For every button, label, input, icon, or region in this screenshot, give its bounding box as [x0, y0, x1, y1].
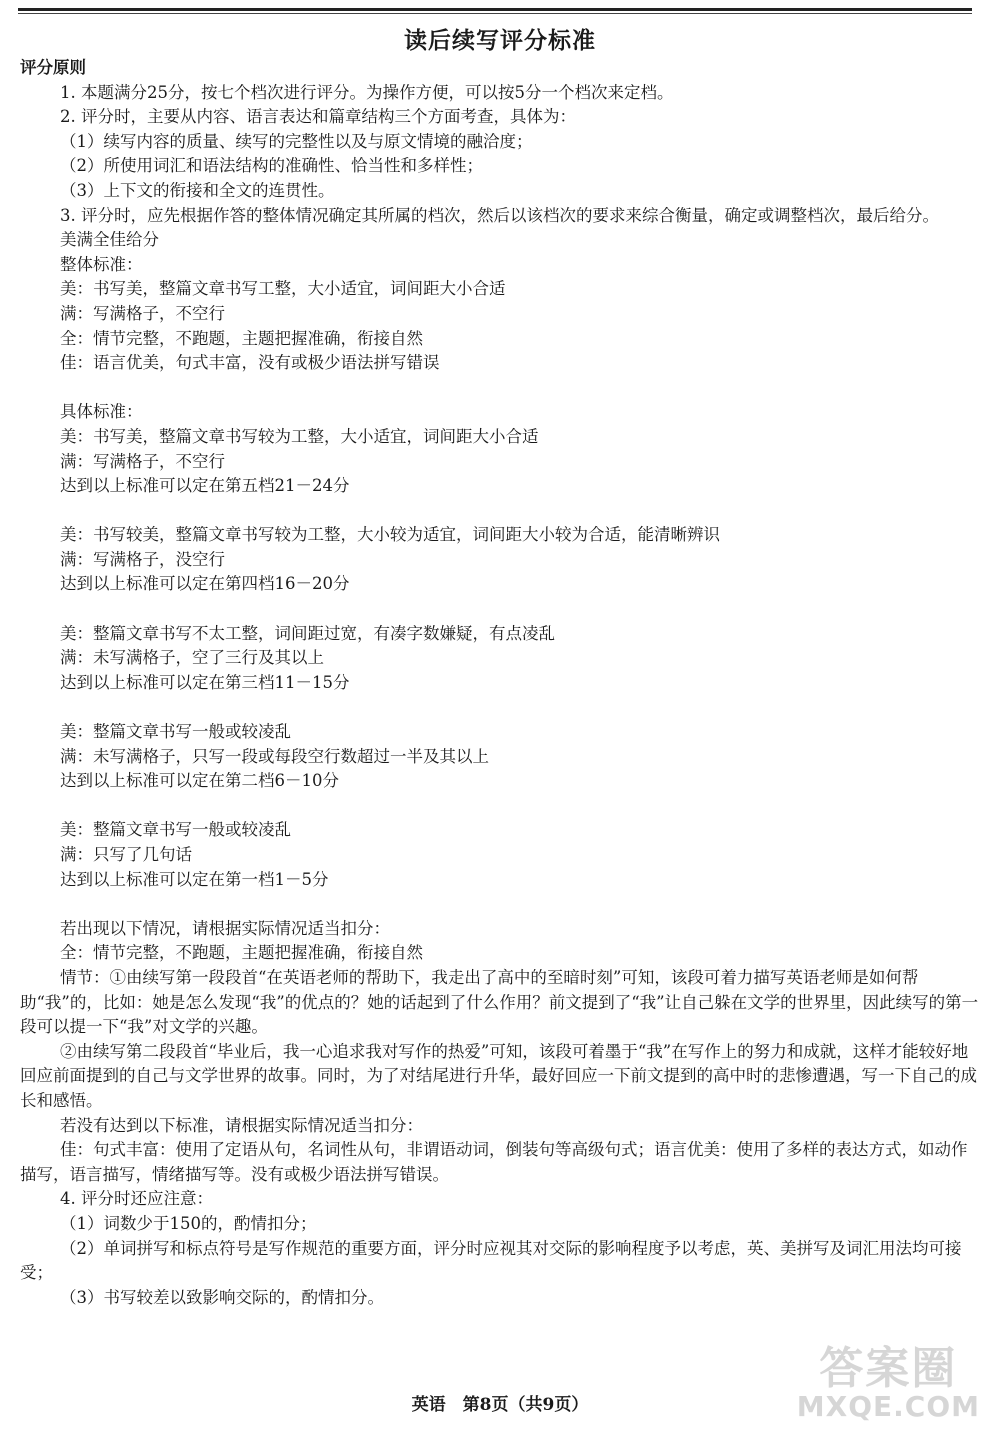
tier-man: 满：未写满格子，只写一段或每段空行数超过一半及其以上	[60, 746, 489, 766]
principle-2-item: （3）上下文的衔接和全文的连贯性。	[60, 180, 335, 200]
tier-man: 满：只写了几句话	[60, 845, 192, 864]
tier-mei: 美：整篇文章书写不太工整，词间距过宽，有凑字数嫌疑，有点凌乱	[60, 623, 555, 643]
tier-result: 达到以上标准可以定在第一档1－5分	[60, 869, 329, 889]
deduct-intro: 若出现以下情况，请根据实际情况适当扣分：	[60, 918, 390, 938]
notes-item: （1）词数少于150的，酌情扣分；	[60, 1213, 317, 1233]
notes-heading: 4. 评分时还应注意：	[60, 1189, 213, 1209]
deduct-intro-2: 若没有达到以下标准，请根据实际情况适当扣分：	[60, 1115, 423, 1135]
section-heading: 评分原则	[20, 58, 86, 77]
overall-item: 美：书写美，整篇文章书写工整，大小适宜，词间距大小合适	[60, 279, 506, 299]
tier-man: 满：未写满格子，空了三行及其以上	[60, 648, 324, 668]
notes-item: （3）书写较差以致影响交际的，酌情扣分。	[60, 1287, 384, 1307]
tier-mei: 美：书写美，整篇文章书写较为工整，大小适宜，词间距大小合适	[60, 426, 539, 446]
watermark-bottom: MXQE.COM	[796, 1390, 980, 1423]
page-footer: 英语 第8页（共9页）	[411, 1395, 589, 1415]
tier-man: 满：写满格子，没空行	[60, 549, 225, 569]
overall-item: 佳：语言优美，句式丰富，没有或极少语法拼写错误	[60, 353, 440, 373]
header-rule-thin	[18, 13, 972, 14]
overall-item: 满：写满格子，不空行	[60, 303, 225, 323]
principle-1: 1. 本题满分25分，按七个档次进行评分。为操作方便，可以按5分一个档次来定档。	[60, 82, 674, 102]
principle-2-item: （2）所使用词汇和语法结构的准确性、恰当性和多样性；	[60, 156, 483, 176]
tier-result: 达到以上标准可以定在第三档11－15分	[60, 672, 350, 692]
principle-2-item: （1）续写内容的质量、续写的完整性以及与原文情境的融洽度；	[60, 131, 533, 151]
tier-result: 达到以上标准可以定在第四档16－20分	[60, 574, 350, 594]
watermark-top: 答案圈	[819, 1343, 958, 1394]
tier-man: 满：写满格子，不空行	[60, 451, 225, 471]
overall-item: 全：情节完整，不跑题，主题把握准确，衔接自然	[60, 328, 423, 348]
document-body	[20, 56, 980, 1310]
specific-heading: 具体标准：	[60, 402, 143, 422]
deduct-plot-1: 情节：①由续写第一段段首“在英语老师的帮助下，我走出了高中的至暗时刻”可知，该段可着力描写英语老师是如何帮助“我”的，比如：她是怎么发现“我”的优点的？她的话起到了什么作用？前文提到了“我”让自己躲在文学的世界里，因此续写的第一段可以提一下“我”对文学的兴趣。	[20, 967, 979, 1037]
watermark-logo	[797, 1332, 980, 1423]
header-rule	[18, 8, 972, 11]
deduct-quan: 全：情节完整，不跑题，主题把握准确，衔接自然	[60, 943, 423, 963]
tier-mei: 美：书写较美，整篇文章书写较为工整，大小较为适宜，词间距大小较为合适，能清晰辨识	[60, 525, 720, 545]
tier-result: 达到以上标准可以定在第五档21－24分	[60, 476, 350, 496]
deduct-jia: 佳：句式丰富：使用了定语从句，名词性从句，非谓语动词，倒装句等高级句式；语言优美：使用了多样的表达方式，如动作描写，语言描写，情绪描写等。没有或极少语法拼写错误。	[20, 1140, 968, 1184]
principle-3: 3. 评分时，应先根据作答的整体情况确定其所属的档次，然后以该档次的要求来综合衡量，确定或调整档次，最后给分。	[60, 205, 939, 225]
tier-result: 达到以上标准可以定在第二档6－10分	[60, 771, 339, 791]
deduct-plot-2: ②由续写第二段段首“毕业后，我一心追求我对写作的热爱”可知，该段可着墨于“我”在写作上的努力和成就，这样才能较好地回应前面提到的自己与文学世界的故事。同时，为了对结尾进行升华，最好回应一下前文提到的高中时的悲惨遭遇，写一下自己的成长和感悟。	[20, 1041, 977, 1110]
tier-mei: 美：整篇文章书写一般或较凌乱	[60, 820, 291, 840]
overall-heading: 美满全佳给分	[60, 230, 159, 250]
overall-subheading: 整体标准：	[60, 254, 143, 274]
tier-mei: 美：整篇文章书写一般或较凌乱	[60, 722, 291, 742]
notes-item: （2）单词拼写和标点符号是写作规范的重要方面，评分时应视其对交际的影响程度予以考虑，英、美拼写及词汇用法均可接受；	[20, 1238, 962, 1283]
page-title: 读后续写评分标准	[404, 27, 596, 54]
principle-2: 2. 评分时，主要从内容、语言表达和篇章结构三个方面考查，具体为：	[60, 107, 576, 127]
